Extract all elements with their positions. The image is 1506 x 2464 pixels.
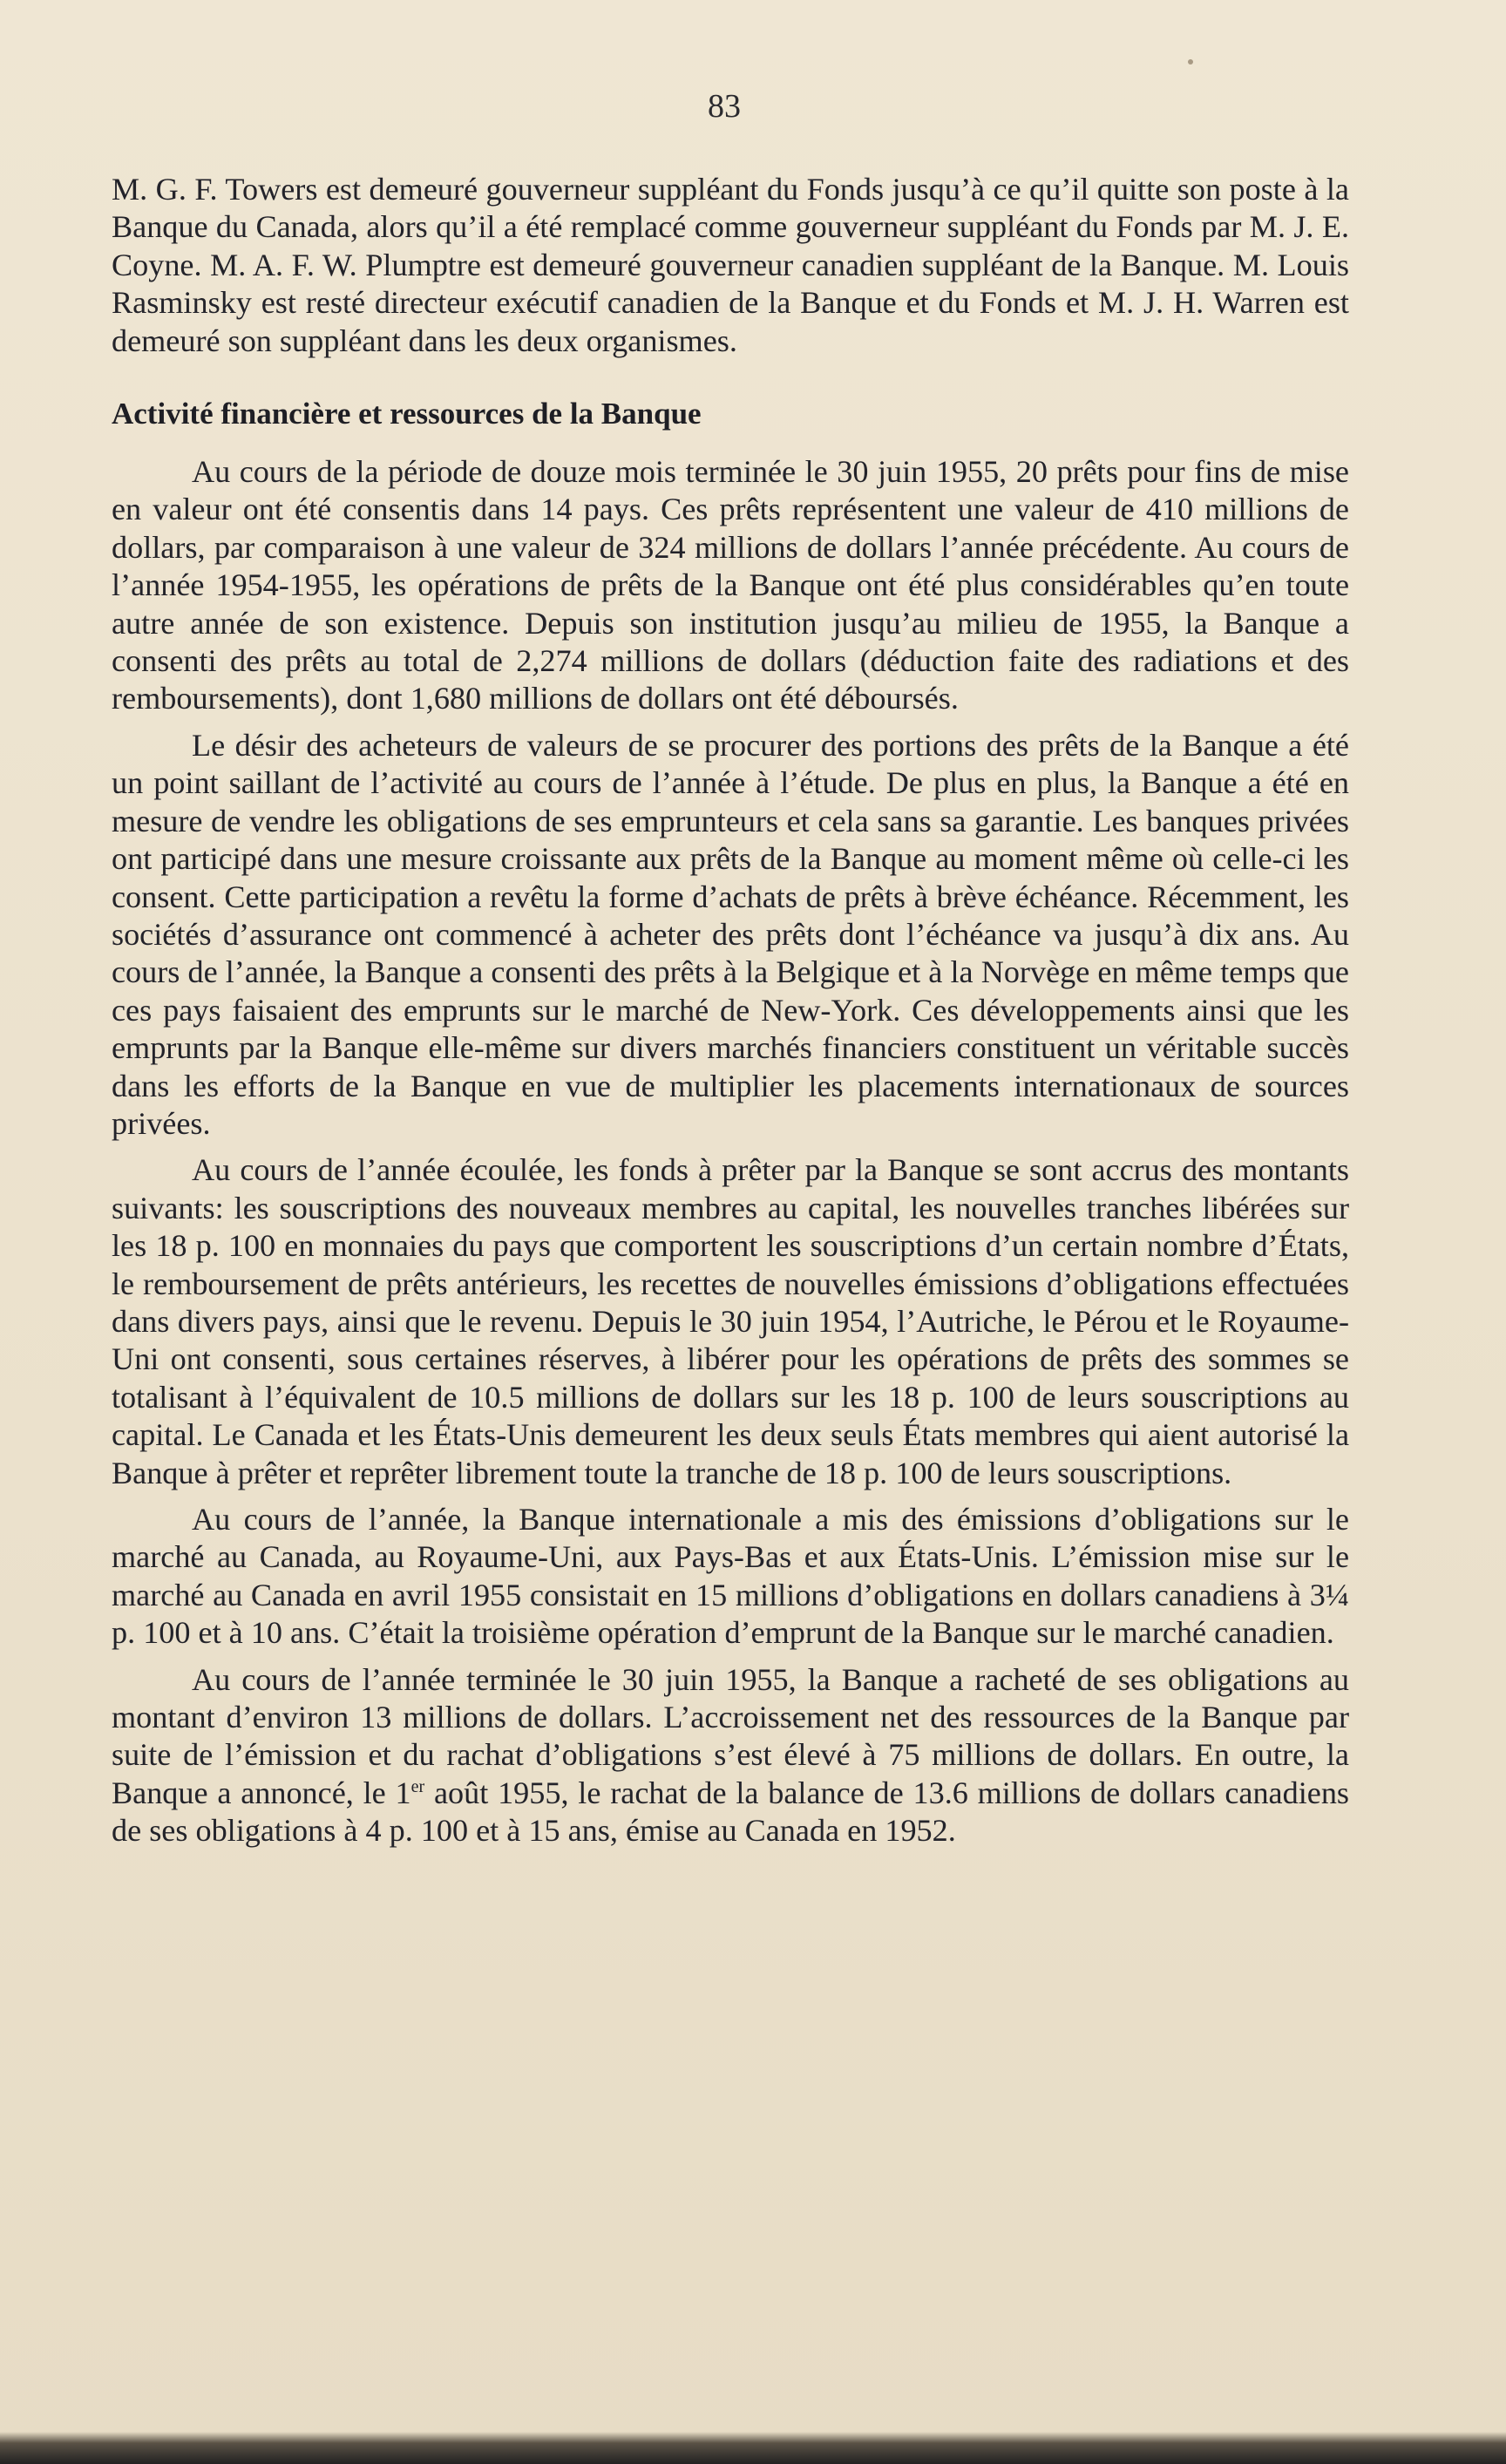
- paragraph-lending-activity: Au cours de la période de douze mois terminée le 30 juin 1955, 20 prêts pour fins de mise en valeur ont été consentis dans 14 pays. Ces prêts représentent une valeur de 410 millions de dollars, par comparaison à une valeur de 324 millions de dollars l’année précédente. Au cours de l’année 1954-1955, les opérations de prêts de la Banque ont été plus considérables qu’en toute autre année de son existence. Depuis son institution jusqu’au milieu de 1955, la Banque a consenti des prêts au total de 2,274 millions de dollars (déduction faite des radiations et des remboursements), dont 1,680 millions de dollars ont été déboursés.: [112, 454, 1349, 716]
- page-number: 83: [708, 88, 741, 125]
- paragraph-bond-repurchases: [112, 1661, 1349, 1850]
- paragraph-bond-issues: Au cours de l’année, la Banque internationale a mis des émissions d’obligations sur le marché au Canada, au Royaume-Uni, aux Pays-Bas et aux États-Unis. L’émission mise sur le marché au Canada en avril 1955 consistait en 15 millions d’obligations en dollars canadiens à 3¼ p. 100 et à 10 ans. C’était la troisième opération d’emprunt de la Banque sur le marché canadien.: [112, 1502, 1349, 1651]
- paragraph-loanable-funds: Au cours de l’année écoulée, les fonds à prêter par la Banque se sont accrus des montants suivants: les souscriptions des nouveaux membres au capital, les nouvelles tranches libérées sur les 18 p. 100 en monnaies du pays que comportent les souscriptions d’un certain nombre d’États, le remboursement de prêts antérieurs, les recettes de nouvelles émissions d’obligations effectuées dans divers pays, ainsi que le revenu. Depuis le 30 juin 1954, l’Autriche, le Pérou et le Royaume-Uni ont consenti, sous certaines réserves, à libérer pour les opérations de prêts des sommes se totalisant à l’équivalent de 10.5 millions de dollars sur les 18 p. 100 de leurs souscriptions au capital. Le Canada et les États-Unis demeurent les deux seuls États membres qui aient autorisé la Banque à prêter et reprêter librement toute la tranche de 18 p. 100 de leurs souscriptions.: [112, 1152, 1349, 1490]
- section-heading: Activité financière et ressources de la Banque: [112, 397, 702, 431]
- last-paragraph-text-1: Au cours de l’année terminée le 30 juin 1955, la Banque a racheté de ses obligations au montant d’environ 13 millions de dollars. L’accroissement net des ressources de la Banque par suite de l’émission et du rachat d’obligations s’est élevé à 75 millions de dollars. En outre, la Banque a annoncé, le 1: [112, 1661, 1349, 1810]
- last-paragraph-text-2: août 1955, le rachat de la balance de 13.6 millions de dollars canadiens de ses obligations à 4 p. 100 et à 15 ans, émise au Canada en 1952.: [112, 1775, 1349, 1849]
- page-body: [112, 171, 1349, 1850]
- intro-paragraph: M. G. F. Towers est demeuré gouverneur suppléant du Fonds jusqu’à ce qu’il quitte son poste à la Banque du Canada, alors qu’il a été remplacé comme gouverneur suppléant du Fonds par M. J. E. Coyne. M. A. F. W. Plumptre est demeuré gouverneur canadien suppléant de la Banque. M. Louis Rasminsky est resté directeur exécutif canadien de la Banque et du Fonds et M. J. H. Warren est demeuré son suppléant dans les deux organismes.: [112, 172, 1349, 358]
- paper-fleck: [1188, 59, 1193, 64]
- scan-bottom-edge: [0, 2432, 1506, 2464]
- paragraph-investor-demand: Le désir des acheteurs de valeurs de se procurer des portions des prêts de la Banque a été un point saillant de l’activité au cours de l’année à l’étude. De plus en plus, la Banque a été en mesure de vendre les obligations de ses emprunteurs et cela sans sa garantie. Les banques privées ont participé dans une mesure croissante aux prêts de la Banque au moment même où celle-ci les consent. Cette participation a revêtu la forme d’achats de prêts à brève échéance. Récemment, les sociétés d’assurance ont commencé à acheter des prêts dont l’échéance va jusqu’à dix ans. Au cours de l’année, la Banque a consenti des prêts à la Belgique et à la Norvège en même temps que ces pays faisaient des emprunts sur le marché de New-York. Ces développements ainsi que les emprunts par la Banque elle-même sur divers marchés financiers constituent un véritable succès dans les efforts de la Banque en vue de multiplier les placements internationaux de sources privées.: [112, 727, 1349, 1141]
- ordinal-superscript: er: [410, 1776, 425, 1796]
